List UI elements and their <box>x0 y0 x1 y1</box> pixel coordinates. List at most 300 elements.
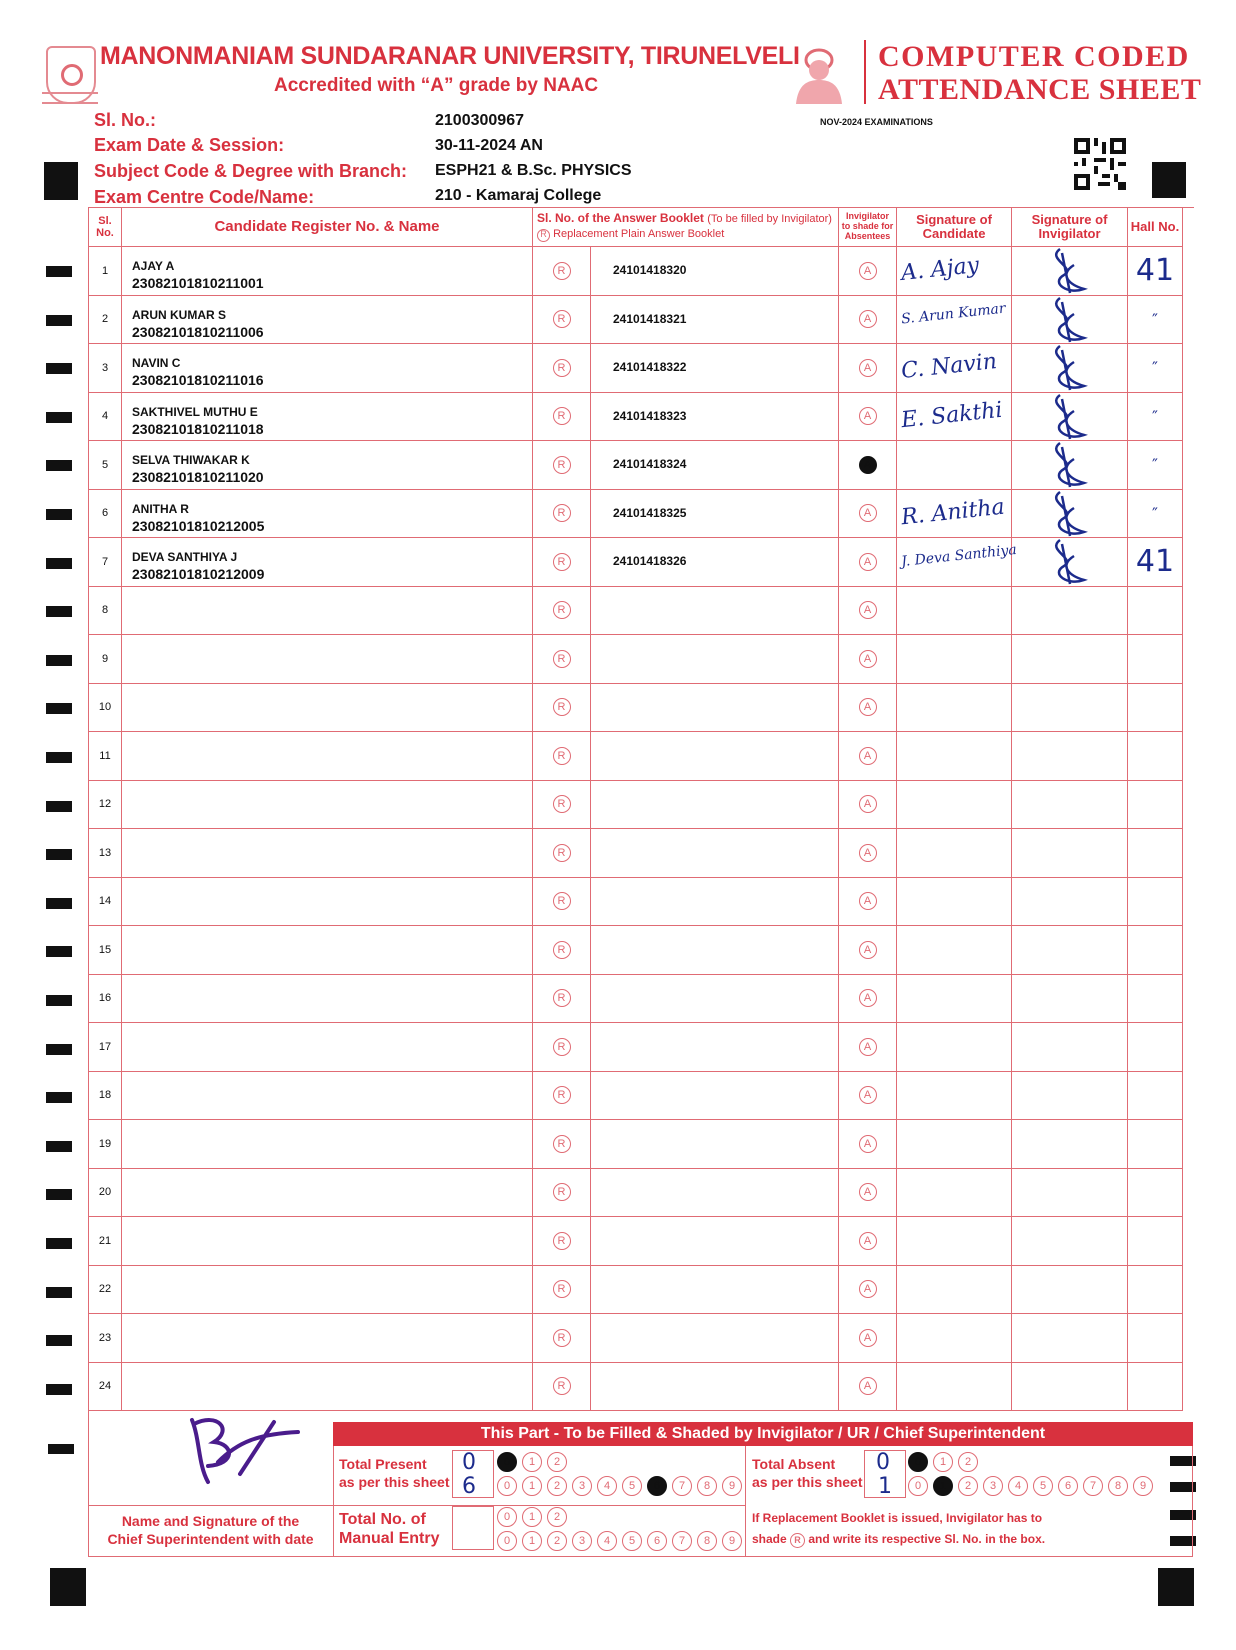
col-header-absentees: Invigilator to shade for Absentees <box>839 208 897 247</box>
replacement-bubble[interactable]: R <box>553 747 571 765</box>
hall-cell <box>1128 1266 1183 1315</box>
absentee-bubble[interactable]: A <box>859 1135 877 1153</box>
centre-label: Exam Centre Code/Name: <box>94 187 315 207</box>
row-slno: 10 <box>89 684 122 733</box>
present-units-bubbles[interactable] <box>497 1476 747 1496</box>
digit-bubble-4[interactable]: 4 <box>597 1531 617 1551</box>
replacement-bubble[interactable]: R <box>553 262 571 280</box>
digit-bubble-2[interactable]: 2 <box>547 1452 567 1472</box>
digit-bubble-4[interactable]: 4 <box>597 1476 617 1496</box>
digit-bubble-4[interactable]: 4 <box>1008 1476 1028 1496</box>
candidate-cell <box>122 1072 533 1121</box>
absentee-bubble[interactable]: A <box>859 504 877 522</box>
hall-number: ″ <box>1152 309 1158 329</box>
candidate-cell <box>122 296 533 345</box>
booklet-no-cell <box>591 344 839 393</box>
booklet-number: 24101418325 <box>613 505 687 520</box>
candidate-cell <box>122 538 533 587</box>
replacement-bubble[interactable]: R <box>553 359 571 377</box>
sl-no-label: Sl. No.: <box>94 110 156 130</box>
replacement-bubble[interactable]: R <box>553 795 571 813</box>
candidate-cell <box>122 1266 533 1315</box>
invigilator-signature-cell <box>1012 878 1128 927</box>
absentee-bubble[interactable]: A <box>859 1232 877 1250</box>
replacement-bubble[interactable]: R <box>553 1086 571 1104</box>
total-present-units-written: 6 <box>462 1474 476 1499</box>
candidate-signature-cell <box>897 1072 1012 1121</box>
replacement-bubble[interactable]: R <box>553 698 571 716</box>
invigilator-signature-cell <box>1012 635 1128 684</box>
invigilator-signature-cell <box>1012 781 1128 830</box>
candidate-signature-cell <box>897 732 1012 781</box>
invigilator-signature-cell <box>1012 296 1128 345</box>
replacement-cell <box>533 1120 591 1169</box>
absentee-cell <box>839 538 897 587</box>
row-slno: 5 <box>89 441 122 490</box>
invigilator-signature-cell <box>1012 1072 1128 1121</box>
timing-mark <box>44 162 78 200</box>
replacement-cell <box>533 538 591 587</box>
absentee-bubble[interactable]: A <box>859 1183 877 1201</box>
replacement-bubble[interactable]: R <box>553 941 571 959</box>
digit-bubble-5[interactable]: 5 <box>622 1531 642 1551</box>
row-slno: 23 <box>89 1314 122 1363</box>
absentee-bubble[interactable]: A <box>859 844 877 862</box>
absentee-bubble[interactable]: A <box>859 1329 877 1347</box>
candidate-name: SELVA THIWAKAR K <box>132 453 250 467</box>
hall-cell <box>1128 878 1183 927</box>
candidate-signature: C. Navin <box>899 349 999 384</box>
row-slno: 9 <box>89 635 122 684</box>
replacement-cell <box>533 781 591 830</box>
hall-cell <box>1128 1217 1183 1266</box>
digit-bubble-1[interactable]: 1 <box>522 1476 542 1496</box>
digit-bubble-6[interactable]: 6 <box>647 1476 667 1496</box>
timing-mark <box>46 412 72 423</box>
hall-cell <box>1128 1169 1183 1218</box>
hall-cell <box>1128 926 1183 975</box>
timing-mark <box>46 1189 72 1200</box>
digit-bubble-2[interactable]: 2 <box>547 1531 567 1551</box>
replacement-cell <box>533 926 591 975</box>
invigilator-signature-cell <box>1012 1217 1128 1266</box>
timing-mark <box>46 703 72 714</box>
total-absent-label: Total Absent as per this sheet <box>752 1456 863 1490</box>
manual-tens-bubbles[interactable] <box>497 1507 572 1527</box>
digit-bubble-0[interactable]: 0 <box>497 1531 517 1551</box>
manual-entry-label: Total No. of Manual Entry <box>339 1511 440 1547</box>
col-header-booklet: Sl. No. of the Answer Booklet (To be filled by Invigilator) R Replacement Plain Answer Booklet <box>533 208 839 247</box>
timing-mark <box>1152 162 1186 198</box>
row-slno: 3 <box>89 344 122 393</box>
candidate-cell <box>122 975 533 1024</box>
digit-bubble-7[interactable]: 7 <box>1083 1476 1103 1496</box>
candidate-signature-cell <box>897 1023 1012 1072</box>
replacement-cell <box>533 587 591 636</box>
present-tens-bubbles[interactable] <box>497 1452 572 1472</box>
candidate-cell <box>122 1120 533 1169</box>
absentee-cell <box>839 1169 897 1218</box>
timing-mark <box>50 1568 86 1606</box>
digit-bubble-3[interactable]: 3 <box>983 1476 1003 1496</box>
timing-mark <box>46 266 72 277</box>
candidate-cell <box>122 732 533 781</box>
invigilator-signature-cell <box>1012 1314 1128 1363</box>
exam-batch: NOV-2024 EXAMINATIONS <box>820 117 933 127</box>
candidate-cell <box>122 1169 533 1218</box>
digit-bubble-1[interactable]: 1 <box>933 1476 953 1496</box>
candidate-cell <box>122 829 533 878</box>
founder-portrait <box>790 40 848 104</box>
row-slno: 2 <box>89 296 122 345</box>
candidate-cell <box>122 490 533 539</box>
candidate-name: ANITHA R <box>132 501 189 516</box>
digit-bubble-0[interactable]: 0 <box>497 1476 517 1496</box>
invigilator-signature-cell <box>1012 1169 1128 1218</box>
absentee-cell <box>839 1266 897 1315</box>
replacement-cell <box>533 344 591 393</box>
booklet-no-cell <box>591 1266 839 1315</box>
digit-bubble-0[interactable]: 0 <box>497 1507 517 1527</box>
replacement-cell <box>533 635 591 684</box>
absentee-bubble[interactable]: A <box>859 747 877 765</box>
digit-bubble-8[interactable]: 8 <box>697 1531 717 1551</box>
candidate-cell <box>122 1314 533 1363</box>
invigilator-signature-cell <box>1012 538 1128 587</box>
candidate-name: SAKTHIVEL MUTHU E <box>132 404 258 419</box>
absentee-bubble[interactable]: A <box>859 1038 877 1056</box>
chief-superintendent-signature <box>178 1412 308 1492</box>
absentee-cell <box>839 1363 897 1412</box>
timing-mark <box>46 460 72 471</box>
replacement-bubble[interactable]: R <box>553 844 571 862</box>
candidate-signature: J. Deva Santhiya <box>900 541 1018 571</box>
hall-cell <box>1128 393 1183 442</box>
candidate-signature-cell <box>897 344 1012 393</box>
candidate-register-no: 23082101810211016 <box>132 372 264 388</box>
absentee-cell <box>839 878 897 927</box>
replacement-bubble[interactable]: R <box>553 310 571 328</box>
row-slno: 21 <box>89 1217 122 1266</box>
digit-bubble-6[interactable]: 6 <box>647 1531 667 1551</box>
booklet-no-cell <box>591 1363 839 1412</box>
digit-bubble-8[interactable]: 8 <box>697 1476 717 1496</box>
digit-bubble-1[interactable]: 1 <box>522 1507 542 1527</box>
digit-bubble-1[interactable]: 1 <box>522 1452 542 1472</box>
replacement-bubble[interactable]: R <box>553 650 571 668</box>
hall-cell <box>1128 1072 1183 1121</box>
candidate-signature-cell <box>897 878 1012 927</box>
row-slno: 4 <box>89 393 122 442</box>
absentee-bubble[interactable]: A <box>859 989 877 1007</box>
booklet-number: 24101418320 <box>613 263 687 277</box>
replacement-bubble[interactable]: R <box>553 601 571 619</box>
invigilator-signature <box>1040 536 1100 588</box>
replacement-cell <box>533 829 591 878</box>
hall-cell <box>1128 975 1183 1024</box>
hall-number: ″ <box>1152 503 1158 523</box>
booklet-no-cell <box>591 393 839 442</box>
timing-mark <box>46 1044 72 1055</box>
replacement-cell <box>533 1217 591 1266</box>
footer-divider <box>88 1505 333 1506</box>
absentee-cell <box>839 975 897 1024</box>
digit-bubble-9[interactable]: 9 <box>722 1476 742 1496</box>
absentee-bubble[interactable]: A <box>859 892 877 910</box>
invigilator-signature-cell <box>1012 344 1128 393</box>
hall-cell <box>1128 635 1183 684</box>
invigilator-signature <box>1040 342 1100 394</box>
candidate-signature-cell <box>897 490 1012 539</box>
hall-cell <box>1128 587 1183 636</box>
replacement-cell <box>533 1314 591 1363</box>
row-slno: 13 <box>89 829 122 878</box>
replacement-note: If Replacement Booklet is issued, Invigilator has to shade R and write its respective Sl. No. in the box. <box>752 1511 1046 1546</box>
timing-mark <box>46 1287 72 1298</box>
booklet-no-cell <box>591 538 839 587</box>
candidate-signature-cell <box>897 1266 1012 1315</box>
absentee-bubble[interactable]: A <box>859 310 877 328</box>
hall-cell <box>1128 732 1183 781</box>
attendance-table <box>88 207 1194 1424</box>
booklet-number: 24101418322 <box>613 360 687 374</box>
row-slno: 15 <box>89 926 122 975</box>
digit-bubble-2[interactable]: 2 <box>547 1507 567 1527</box>
timing-mark <box>46 1141 72 1152</box>
booklet-no-cell <box>591 1023 839 1072</box>
row-slno: 12 <box>89 781 122 830</box>
replacement-cell <box>533 1363 591 1412</box>
absent-tens-bubbles[interactable] <box>908 1452 983 1472</box>
row-slno: 1 <box>89 247 122 296</box>
total-present-label: Total Present as per this sheet <box>339 1456 450 1490</box>
candidate-cell <box>122 1023 533 1072</box>
absent-units-bubbles[interactable] <box>908 1476 1158 1496</box>
timing-mark <box>46 606 72 617</box>
col-header-invigilator-signature: Signature of Invigilator <box>1012 208 1128 247</box>
manual-units-bubbles[interactable] <box>497 1531 747 1551</box>
absentee-bubble[interactable]: A <box>859 698 877 716</box>
absentee-cell <box>839 1023 897 1072</box>
digit-bubble-0[interactable]: 0 <box>497 1452 517 1472</box>
invigilator-signature-cell <box>1012 1266 1128 1315</box>
invigilator-signature <box>1040 439 1100 491</box>
invigilator-signature <box>1040 391 1100 443</box>
absentee-cell <box>839 781 897 830</box>
hall-cell <box>1128 829 1183 878</box>
candidate-cell <box>122 1217 533 1266</box>
replacement-bubble[interactable]: R <box>553 1329 571 1347</box>
absentee-cell <box>839 490 897 539</box>
candidate-cell <box>122 684 533 733</box>
booklet-no-cell <box>591 1314 839 1363</box>
absentee-bubble[interactable]: A <box>859 601 877 619</box>
absentee-cell <box>839 1120 897 1169</box>
replacement-bubble[interactable]: R <box>553 407 571 425</box>
booklet-no-cell <box>591 1072 839 1121</box>
replacement-bubble[interactable]: R <box>553 1183 571 1201</box>
hall-cell <box>1128 441 1183 490</box>
absentee-bubble[interactable]: A <box>859 456 877 474</box>
hall-number: ″ <box>1152 455 1158 475</box>
candidate-signature-cell <box>897 829 1012 878</box>
absentee-cell <box>839 635 897 684</box>
sl-no-value: 2100300967 <box>435 112 524 129</box>
booklet-no-cell <box>591 829 839 878</box>
replacement-cell <box>533 1266 591 1315</box>
col-header-hall: Hall No. <box>1128 208 1183 247</box>
hall-cell <box>1128 781 1183 830</box>
sheet-title: COMPUTER CODED ATTENDANCE SHEET <box>878 40 1202 106</box>
candidate-signature-cell <box>897 1120 1012 1169</box>
total-absent-units-written: 1 <box>878 1474 892 1499</box>
candidate-name: ARUN KUMAR S <box>132 307 226 322</box>
row-slno: 19 <box>89 1120 122 1169</box>
timing-mark <box>46 1384 72 1395</box>
digit-bubble-5[interactable]: 5 <box>1033 1476 1053 1496</box>
absentee-bubble[interactable]: A <box>859 407 877 425</box>
candidate-name: AJAY A <box>132 259 175 273</box>
hall-cell <box>1128 684 1183 733</box>
booklet-number: 24101418321 <box>613 311 687 326</box>
digit-bubble-3[interactable]: 3 <box>572 1531 592 1551</box>
candidate-signature-cell <box>897 441 1012 490</box>
row-slno: 6 <box>89 490 122 539</box>
digit-bubble-2[interactable]: 2 <box>547 1476 567 1496</box>
hall-cell <box>1128 1023 1183 1072</box>
timing-mark <box>46 655 72 666</box>
timing-mark <box>46 898 72 909</box>
digit-bubble-7[interactable]: 7 <box>672 1531 692 1551</box>
candidate-cell <box>122 393 533 442</box>
candidate-signature-cell <box>897 781 1012 830</box>
digit-bubble-0[interactable]: 0 <box>908 1452 928 1472</box>
replacement-bubble[interactable]: R <box>553 456 571 474</box>
absentee-bubble[interactable]: A <box>859 359 877 377</box>
invigilator-signature-cell <box>1012 1023 1128 1072</box>
timing-mark <box>46 1238 72 1249</box>
absentee-bubble[interactable]: A <box>859 553 877 571</box>
candidate-signature: A. Ajay <box>899 252 981 287</box>
booklet-no-cell <box>591 441 839 490</box>
replacement-bubble[interactable]: R <box>553 1038 571 1056</box>
invigilator-signature-cell <box>1012 490 1128 539</box>
digit-bubble-0[interactable]: 0 <box>908 1476 928 1496</box>
replacement-cell <box>533 247 591 296</box>
digit-bubble-7[interactable]: 7 <box>672 1476 692 1496</box>
absentee-bubble[interactable]: A <box>859 795 877 813</box>
booklet-number: 24101418324 <box>613 457 687 471</box>
invigilator-signature-cell <box>1012 926 1128 975</box>
replacement-bubble[interactable]: R <box>553 1377 571 1395</box>
digit-bubble-2[interactable]: 2 <box>958 1452 978 1472</box>
candidate-cell <box>122 441 533 490</box>
replacement-bubble[interactable]: R <box>553 892 571 910</box>
absentee-bubble[interactable]: A <box>859 1280 877 1298</box>
booklet-no-cell <box>591 781 839 830</box>
candidate-signature-cell <box>897 975 1012 1024</box>
digit-bubble-3[interactable]: 3 <box>572 1476 592 1496</box>
booklet-no-cell <box>591 247 839 296</box>
booklet-no-cell <box>591 926 839 975</box>
row-slno: 20 <box>89 1169 122 1218</box>
replacement-bubble[interactable]: R <box>553 1280 571 1298</box>
row-slno: 16 <box>89 975 122 1024</box>
manual-entry-box[interactable] <box>452 1506 494 1550</box>
booklet-no-cell <box>591 1169 839 1218</box>
absentee-cell <box>839 296 897 345</box>
row-slno: 11 <box>89 732 122 781</box>
candidate-signature-cell <box>897 393 1012 442</box>
absentee-bubble[interactable]: A <box>859 941 877 959</box>
booklet-no-cell <box>591 1217 839 1266</box>
hall-number: 41 <box>1135 544 1175 580</box>
replacement-bubble[interactable]: R <box>553 553 571 571</box>
digit-bubble-5[interactable]: 5 <box>622 1476 642 1496</box>
hall-cell <box>1128 490 1183 539</box>
timing-mark <box>1158 1568 1194 1606</box>
absentee-cell <box>839 1072 897 1121</box>
candidate-signature-cell <box>897 635 1012 684</box>
replacement-bubble[interactable]: R <box>553 989 571 1007</box>
timing-mark <box>46 1092 72 1103</box>
digit-bubble-9[interactable]: 9 <box>722 1531 742 1551</box>
replacement-bubble[interactable]: R <box>553 1232 571 1250</box>
digit-bubble-1[interactable]: 1 <box>933 1452 953 1472</box>
booklet-no-cell <box>591 296 839 345</box>
candidate-signature-cell <box>897 247 1012 296</box>
replacement-bubble[interactable]: R <box>553 504 571 522</box>
invigilator-signature <box>1040 245 1100 297</box>
replacement-bubble[interactable]: R <box>553 1135 571 1153</box>
digit-bubble-8[interactable]: 8 <box>1108 1476 1128 1496</box>
invigilator-signature-cell <box>1012 587 1128 636</box>
candidate-cell <box>122 635 533 684</box>
hall-number: ″ <box>1152 406 1158 426</box>
replacement-cell <box>533 490 591 539</box>
timing-mark <box>46 801 72 812</box>
absentee-cell <box>839 587 897 636</box>
absentee-bubble[interactable]: A <box>859 1086 877 1104</box>
absentee-cell <box>839 1314 897 1363</box>
hall-cell <box>1128 1120 1183 1169</box>
digit-bubble-1[interactable]: 1 <box>522 1531 542 1551</box>
candidate-cell <box>122 587 533 636</box>
col-header-candidate-signature: Signature of Candidate <box>897 208 1012 247</box>
col-header-slno: Sl. No. <box>89 208 122 247</box>
hall-cell <box>1128 538 1183 587</box>
digit-bubble-9[interactable]: 9 <box>1133 1476 1153 1496</box>
timing-mark <box>46 849 72 860</box>
row-slno: 8 <box>89 587 122 636</box>
invigilator-signature-cell <box>1012 393 1128 442</box>
hall-cell <box>1128 1314 1183 1363</box>
absentee-bubble[interactable]: A <box>859 650 877 668</box>
candidate-signature-cell <box>897 1314 1012 1363</box>
absentee-bubble[interactable]: A <box>859 1377 877 1395</box>
absentee-cell <box>839 393 897 442</box>
digit-bubble-6[interactable]: 6 <box>1058 1476 1078 1496</box>
footer-banner: This Part - To be Filled & Shaded by Invigilator / UR / Chief Superintendent <box>333 1422 1193 1446</box>
booklet-no-cell <box>591 732 839 781</box>
absentee-bubble[interactable]: A <box>859 262 877 280</box>
timing-mark <box>46 946 72 957</box>
timing-mark <box>46 558 72 569</box>
replacement-cell <box>533 732 591 781</box>
candidate-signature-cell <box>897 296 1012 345</box>
candidate-name: DEVA SANTHIYA J <box>132 550 238 564</box>
digit-bubble-2[interactable]: 2 <box>958 1476 978 1496</box>
